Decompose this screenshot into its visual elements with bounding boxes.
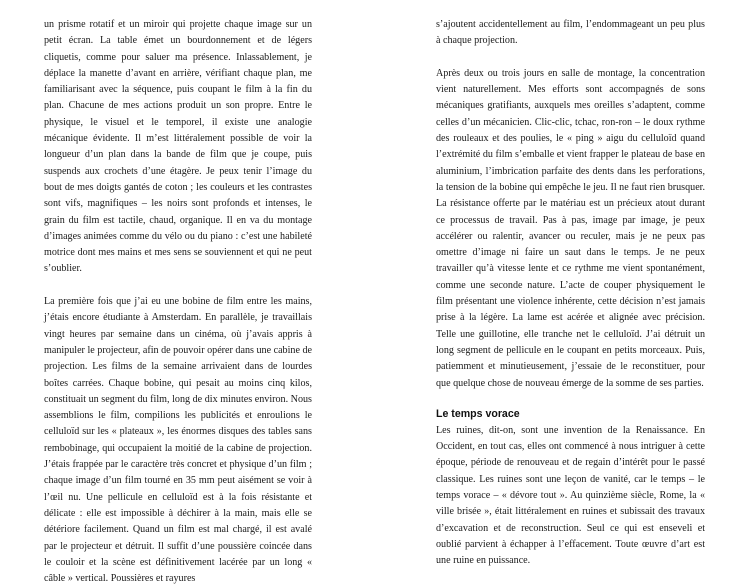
left-page: [44, 17, 312, 587]
right-paragraph-3: Les ruines, dit-on, sont une invention de la Renaissance. En Occident, en tout cas, elles ont commencé à nous intriguer à cette époque, période de renouveau et de regain d’intérêt pour le passé classique. Les ruines sont une leçon de vanité, car le temps – le temps vorace – « dévore tout ». Au quinzième siècle, Rome, la « ville brisée », était littéralement en ruines et subissait des travaux d’excavation et de reconstruction. Seul ce qui est enseveli et oublié parvient à échapper à l’effacement. Toute œuvre d’art est une ruine en puissance.: [436, 424, 705, 567]
section-heading: Le temps vorace: [436, 407, 520, 420]
right-page: [436, 17, 705, 570]
left-paragraph-2: La première fois que j’ai eu une bobine de film entre les mains, j’étais encore étudiante à Amsterdam. En parallèle, je travaillais vingt heures par semaine dans un cinéma, où j’avais appris à manipuler le projecteur, afin de pouvoir opérer dans une cabine de projection. Les films de la semaine arrivaient dans de lourdes boîtes carrées. Chaque bobine, qui pesait au moins cinq kilos, constituait un segment du film, long de dix minutes environ. Nous assemblions le film, compilions les publicités et enroulions le celluloïd sur les « plateaux », les énormes disques des tables sans rembobinage, qui occupaient la moitié de la cabine de projection. J’étais frappée par le caractère très concret et physique d’un film ; chaque image d’un film tourné en 35 mm peut aisément se voir à l’œil nu. Une pellicule en celluloïd est à la fois résistante et délicate : elle est impossible à déchirer à la main, mais elle se détériore facilement. Quand un film est mal chargé, il est avalé par le projecteur et détruit. Il suffit d’une poussière coincée dans le couloir et la scène est définitivement lacérée par un long « câble » vertical. Poussières et rayures: [44, 296, 312, 585]
left-paragraph-1: un prisme rotatif et un miroir qui projette chaque image sur un petit écran. La table émet un bourdonnement et de légers cliquetis, comme pour saluer ma présence. Inlassablement, je déplace la manette d’avant en arrière, vérifiant chaque plan, me familiarisant avec la séquence, puis coupant le film à la fin du plan. Chacune de mes actions produit un son propre. Entre le physique, le visuel et le temporel, il existe une analogie mécanique évidente. Il m’est littéralement possible de voir la longueur d’un plan dans la bande de film que je coupe, puis suspends aux crochets d’une étagère. Je peux tenir l’image du bout de mes doigts gantés de coton ; les couleurs et les contrastes sont vifs, magnifiques – les noirs sont profonds et intenses, le grain du film est tactile, chaud, organique. Il en va du montage d’images animées comme du vélo ou du piano : c’est une habileté motrice dont mes mains et mes sens se souviennent et qui ne peut s’oublier.: [44, 19, 312, 275]
right-paragraph-2: Après deux ou trois jours en salle de montage, la concentration vient naturellement. Mes efforts sont accompagnés de sons mécaniques gratifiants, auxquels mes oreilles s’adaptent, comme celles d’un mécanicien. Clic-clic, tchac, ron-ron – le doux rythme des rouleaux et des poulies, le « ping » aigu du celluloïd quand l’extrémité du film s’emballe et vient frapper le plateau de base en aluminium, l’imbrication parfaite des dents dans les perforations, la tension de la bobine qui empêche le jeu. Il ne faut rien brusquer. La résistance offerte par le matériau est un précieux atout durant ce processus de travail. Pas à pas, image par image, je peux accélérer ou ralentir, avancer ou reculer, mais je ne peux pas omettre d’image ni faire un saut dans le temps. Je ne peux travailler qu’à vitesse lente et ce rythme me vient spontanément, comme une seconde nature. L’acte de couper physiquement le film présentant une violence inhérente, cette décision n’est jamais prise à la légère. La lame est acérée et alignée avec précision. Telle une guillotine, elle tranche net le celluloïd. J’ai détruit un long segment de pellicule en le coupant en petits morceaux. Puis, patiemment et minutieusement, j’essaie de le reconstituer, pour que quelque chose de nouveau émerge de la somme de ses parties.: [436, 67, 705, 389]
right-paragraph-1: s’ajoutent accidentellement au film, l’endommageant un peu plus à chaque projection.: [436, 19, 705, 47]
